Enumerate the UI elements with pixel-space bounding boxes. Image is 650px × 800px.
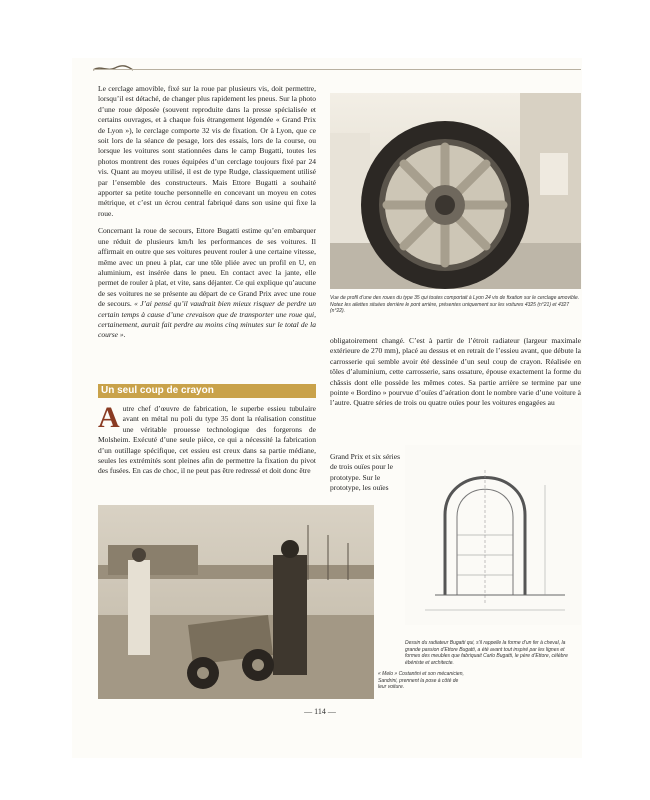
paragraph-carrosserie: obligatoirement changé. C’est à partir de l’étroit radiateur (largeur maximale extérieure de 270 mm), placé au dessus et en retrait de l’essieu avant, que débute la carrosserie qui semble avoir été dessinée d’un seul coup de crayon. Réalisée en tôles d’aluminium, cette carrosserie, sans ossature, épouse exactement la forme du châssis dont elle possède les mêmes cotes. Sa partie arrière se termine par une pointe « Bordino » pourvue d’ouïes d’aération dont le nombre varie d’une voiture à l’autre. Quatre séries de trois ou quatre ouïes pour les voitures engagées au [330, 336, 581, 408]
radiator-drawing-illustration [405, 445, 581, 625]
radiator-caption: Dessin du radiateur Bugatti qui, s’il rappelle la forme d’un fer à cheval, la grande passion d’Ettore Bugatti, a été avant tout inspiré par les lignes et formes des meubles que fabriquait Carlo Bugatti, le père d’Ettore, célèbre ébéniste et architecte. [405, 640, 568, 666]
right-column-narrow [330, 452, 400, 494]
header-rule [93, 69, 581, 70]
radiator-drawing [405, 445, 581, 625]
left-column-lower [98, 401, 316, 484]
section-subheading-text: Un seul coup de crayon [101, 385, 214, 396]
wheel-photo-illustration [330, 93, 581, 289]
wheel-photo [330, 93, 581, 289]
paragraph-carrosserie-suite: Grand Prix et six séries de trois ouïes pour le prototype. Sur le prototype, les ouïes [330, 452, 400, 493]
right-column [330, 336, 581, 409]
car-photo [98, 505, 374, 699]
paragraph-cerclage: Le cerclage amovible, fixé sur la roue par plusieurs vis, doit permettre, lorsqu’il est détaché, de changer plus rapidement les pneus. Sur la photo d’une roue déposée (souvent reproduite dans la presse spécialisée et certains ouvrages, et à chaque fois étrangement légendée « Grand Prix de Lyon »), le cerclage comporte 32 vis de fixation. Or à Lyon, que ce soit lors de la séance de pesage, lors des essais, lors de la course, ou lorsque les voitures sont stationnées dans le camp Bugatti, toutes les photos montrent des roues équipées d’un cerclage toujours fixé par 24 vis. Quant au moyeu utilisé, il est de type Rudge, classiquement utilisé par l’ensemble des constructeurs. Mais Ettore Bugatti a souhaité apporter sa petite touche personnelle en concevant un moyeu en cotes métrique, et c’est un écrou central fabriqué dans son usine qui fixe la roue. [98, 84, 316, 218]
paragraph-roue-secours-text: Concernant la roue de secours, Ettore Bugatti estime qu’en embarquer une réduit de plusieurs km/h les performances de ses voitures. Il affirmait en outre que ses voitures peuvent rouler à une certaine vitesse, même avec un pneu à plat, car une tôle pliée avec un profil en U, en aluminium, est insérée dans le pneu. En contact avec la jante, elle permet de rouler à plat, et vite, sans déjanter. Ce qui explique qu’aucune de ses voitures ne se présente au départ de ce Grand Prix avec une roue de secours. [98, 226, 316, 309]
section-subheading [98, 384, 316, 398]
paragraph-roue-secours [98, 226, 316, 340]
paragraph-essieu [98, 401, 316, 477]
car-photo-illustration [98, 505, 374, 699]
paragraph-essieu-text: utre chef d’œuvre de fabrication, le superbe essieu tubulaire avant en métal nu poli du type 35 dont la réalisation constitue une véritable prouesse technologique des forgerons de Molsheim. Exécuté d’une seule pièce, ce qui a nécessité la fabrication d’un outillage spécifique, cet essieu est creux dans sa partie médiane, seules les extrémités sont pleines afin de permettre la fixation du pivot des fusées. En cas de choc, il ne peut pas être redressé et doit donc être [98, 404, 316, 476]
page-number: — 114 — [304, 707, 336, 716]
left-column [98, 84, 316, 348]
wheel-caption: Vue de profil d’une des roues du type 35 qui toutes comportait à Lyon 24 vis de fixation sur le cerclage amovible. Notez les ailettes situées derrière le pont arrière, présentes uniquement sur les voitures 4325 (n°21) et 4327 (n°22). [330, 295, 580, 314]
drop-cap: A [98, 401, 120, 434]
car-caption: « Melo » Costantini et son mécanicien, Sandrini, prennent la pose à côté de leur voiture. [378, 671, 464, 690]
header-ornament-icon [93, 63, 133, 73]
bugatti-quote: « J’ai pensé qu’il vaudrait bien mieux risquer de perdre un certain temps à cause d’une crevaison que de transporter une roue qui, certainement, aurait fait perdre au moins cinq minutes sur le total de la course ». [98, 299, 317, 340]
